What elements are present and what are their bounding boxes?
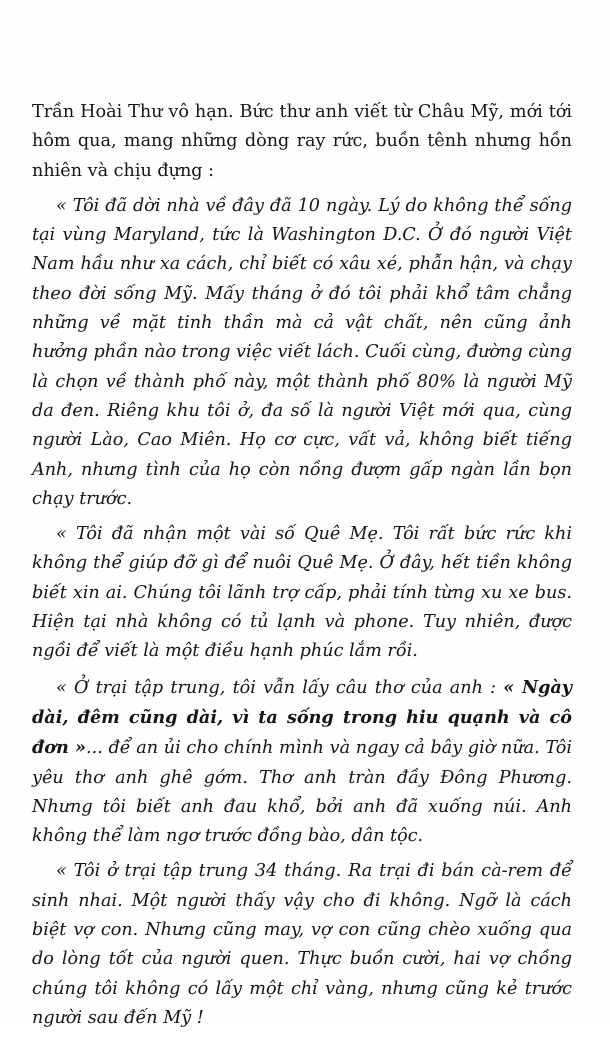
- quote-paragraph-2: « Tôi đã nhận một vài số Quê Mẹ. Tôi rất bức rức khi không thể giúp đỡ gì để nuôi Quê Mẹ. Ở đây, hết tiền không biết xin ai. Chúng tôi lãnh trợ cấp, phải tính từng xu xe bus. Hiện tại nhà không có tủ lạnh và phone. Tuy nhiên, được ngồi để viết là một điều hạnh phúc lắm rồi.: [32, 524, 572, 662]
- quote-3-rest: ... để an ủi cho chính mình và ngay cả bây giờ nữa. Tôi yêu thơ anh ghê gớm. Thơ anh tràn đầy Đông Phương. Nhưng tôi biết anh đau khổ, bởi anh đã xuống núi. Anh không thể làm ngơ trước đồng bào, dân tộc.: [32, 738, 573, 847]
- quote-paragraph-1: « Tôi đã dời nhà về đây đã 10 ngày. Lý do không thể sống tại vùng Maryland, tức là Washington D.C. Ở đó người Việt Nam hầu như xa cách, chỉ biết có xâu xé, phẫn hận, và chạy theo đời sống Mỹ. Mấy tháng ở đó tôi phải khổ tâm chẳng những về mặt tinh thần mà cả vật chất, nên cũng ảnh hưởng phần nào trong việc viết lách. Cuối cùng, đường cùng là chọn về thành phố này, một thành phố 80% là người Mỹ da đen. Riêng khu tôi ở, đa số là người Việt mới qua, cùng người Lào, Cao Miên. Họ cơ cực, vất vả, không biết tiếng Anh, nhưng tình của họ còn nồng đượm gấp ngàn lần bọn chạy trước.: [32, 195, 572, 509]
- quote-paragraph-3: [32, 673, 572, 852]
- quoted-poem-line: « Ngày dài, đêm cũng dài, vì ta sống trong hiu quạnh và cô đơn »: [32, 676, 572, 759]
- intro-paragraph: Trần Hoài Thư vô hạn. Bức thư anh viết từ Châu Mỹ, mới tới hôm qua, mang những dòng ray rức, buồn tênh nhưng hồn nhiên và chịu đựng :: [32, 102, 572, 181]
- quote-3-lead: « Ở trại tập trung, tôi vẫn lấy câu thơ của anh :: [56, 677, 504, 698]
- page-text: [32, 98, 572, 1039]
- quote-paragraph-4: « Tôi ở trại tập trung 34 tháng. Ra trại đi bán cà-rem để sinh nhai. Một người thấy vậy cho đi không. Ngỡ là cách biệt vợ con. Nhưng cũng may, vợ con cũng chèo xuống qua do lòng tốt của người quen. Thực buồn cười, hai vợ chồng chúng tôi không có lấy một chỉ vàng, nhưng cũng kẻ trước người sau đến Mỹ !: [32, 861, 572, 1028]
